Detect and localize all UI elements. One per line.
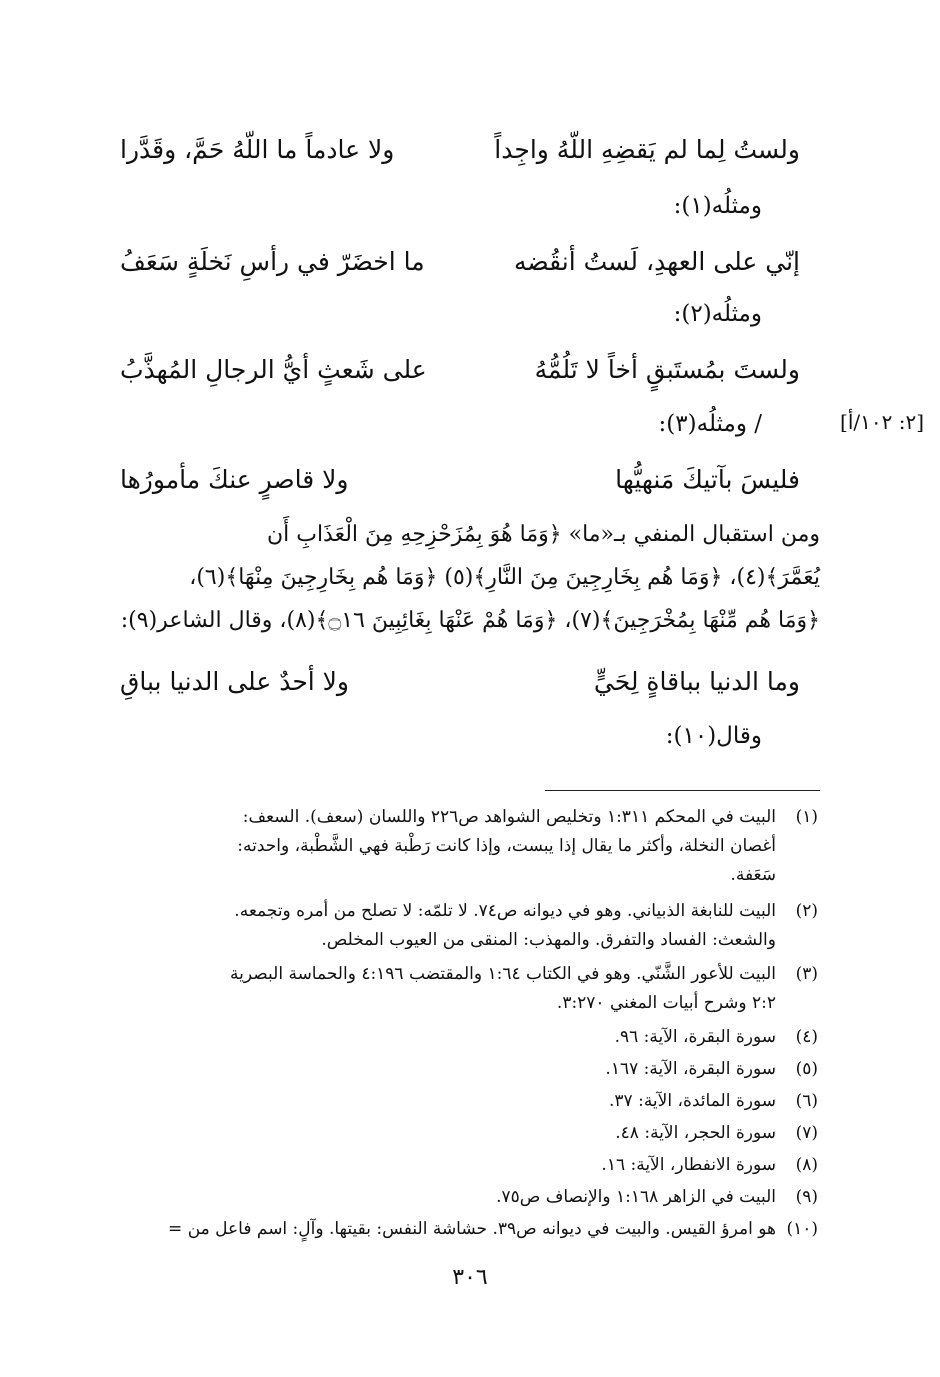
footnote-4: [118, 1023, 818, 1052]
footnote-number: (١): [795, 807, 818, 827]
lead-ref-1: ومثلُه(١):: [673, 193, 762, 219]
footnote-line: أغصان النخلة، وأكثر ما يقال إذا يبست، وإذا كانت رَطْبة فهي الشَّطْبة، واحدته:: [237, 836, 776, 856]
verse-4: [120, 458, 800, 502]
lead-ref-4: وقال(١٠):: [665, 723, 762, 749]
verse-1-first-hemistich: ولستُ لِما لم يَقضِهِ اللّهُ واجِداً: [494, 135, 800, 164]
footnote-number: (٤): [795, 1027, 818, 1047]
footnote-number: (١٠): [786, 1219, 818, 1239]
verse-2-first-hemistich: إنّي على العهدِ، لَستُ أنقُضه: [514, 247, 800, 276]
margin-reference: [٢: ١٠٢/أ]: [840, 410, 925, 434]
lead-ref-3: / ومثلُه(٣):: [658, 411, 762, 437]
lead-ref-2: ومثلُه(٢):: [673, 301, 762, 327]
footnote-9: [118, 1183, 818, 1212]
footnote-number: (٣): [795, 964, 818, 984]
footnote-number: (٢): [795, 901, 818, 921]
footnote-line: سَعَفة.: [730, 865, 776, 885]
verse-5-first-hemistich: وما الدنيا بباقاةٍ لِحَيٍّ: [593, 667, 800, 696]
verse-5: [120, 660, 800, 704]
verse-4-second-hemistich: ولا قاصرٍ عنكَ مأمورُها: [120, 465, 349, 494]
verse-1: [120, 128, 800, 172]
footnote-number: (٧): [795, 1123, 818, 1143]
page-number: ٣٠٦: [452, 1265, 488, 1290]
footnote-line: سورة المائدة، الآية: ٣٧.: [609, 1091, 776, 1111]
prose-line-3: ﴿وَمَا هُم مِّنْهَا بِمُخْرَجِينَ﴾(٧)، ﴿وَمَا هُمْ عَنْهَا بِغَائِبِينَ ۝١٦﴾(٨)، وقال الشاعر(٩):: [120, 608, 820, 633]
verse-5-second-hemistich: ولا أحدٌ على الدنيا بباقِ: [120, 667, 349, 696]
verse-3-first-hemistich: ولستَ بمُستَبقٍ أخاً لا تَلُمُّهُ: [534, 355, 800, 384]
footnote-line: ٢:٢ وشرح أبيات المغني ٣:٢٧٠.: [556, 993, 776, 1013]
footnote-line: البيت للنابغة الذبياني. وهو في ديوانه ص٧٤. لا تلمّه: لا تصلح من أمره وتجمعه.: [234, 901, 776, 921]
footnote-1: [118, 803, 818, 890]
footnote-line: البيت للأعور الشَّنّي. وهو في الكتاب ١:٦٤ والمقتضب ٤:١٩٦ والحماسة البصرية: [230, 964, 776, 984]
footnote-line: سورة البقرة، الآية: ٩٦.: [614, 1027, 776, 1047]
footnote-line: سورة الانفطار، الآية: ١٦.: [601, 1155, 776, 1175]
footnote-6: [118, 1087, 818, 1116]
footnote-line: والشعث: الفساد والتفرق. والمهذب: المنقى من العيوب المخلص.: [321, 930, 776, 950]
footnote-line: البيت في الزاهر ١:١٦٨ والإنصاف ص٧٥.: [496, 1187, 776, 1207]
prose-line-1: ومن استقبال المنفي بـ«ما» ﴿وَمَا هُوَ بِمُزَحْزِحِهِ مِنَ الْعَذَابِ أَن: [266, 522, 820, 547]
footnote-8: [118, 1151, 818, 1180]
footnote-number: (٨): [795, 1155, 818, 1175]
verse-2: [120, 240, 800, 284]
footnote-3: [118, 960, 818, 1018]
verse-3-second-hemistich: على شَعثٍ أيُّ الرجالِ المُهذَّبُ: [120, 355, 427, 384]
prose-line-2: يُعَمَّرَ﴾(٤)، ﴿وَمَا هُم بِخَارِجِينَ مِنَ النَّارِ﴾(٥) ﴿وَمَا هُم بِخَارِجِينَ مِنْهَا﴾(٦)،: [189, 565, 820, 590]
verse-1-second-hemistich: ولا عادماً ما اللّهُ حَمَّ، وقَدَّرا: [120, 135, 395, 164]
footnote-line: هو امرؤ القيس. والبيت في ديوانه ص٣٩. حشاشة النفس: بقيتها. وآلٍ: اسم فاعل من =: [168, 1219, 776, 1239]
footnote-10: [118, 1215, 818, 1244]
footnote-7: [118, 1119, 818, 1148]
footnote-line: سورة الحجر، الآية: ٤٨.: [615, 1123, 776, 1143]
footnote-number: (٥): [795, 1059, 818, 1079]
footnote-2: [118, 897, 818, 955]
footnote-line: البيت في المحكم ١:٣١١ وتخليص الشواهد ص٢٢٦ واللسان (سعف). السعف:: [242, 807, 776, 827]
footnote-number: (٦): [795, 1091, 818, 1111]
footnote-number: (٩): [795, 1187, 818, 1207]
footnote-separator: [545, 790, 820, 791]
footnote-5: [118, 1055, 818, 1084]
footnote-line: سورة البقرة، الآية: ١٦٧.: [605, 1059, 776, 1079]
verse-4-first-hemistich: فليسَ بآتيكَ مَنهيُّها: [615, 465, 800, 494]
verse-2-second-hemistich: ما اخضَرّ في رأسِ نَخلَةٍ سَعَفُ: [120, 247, 425, 276]
verse-3: [120, 348, 800, 392]
